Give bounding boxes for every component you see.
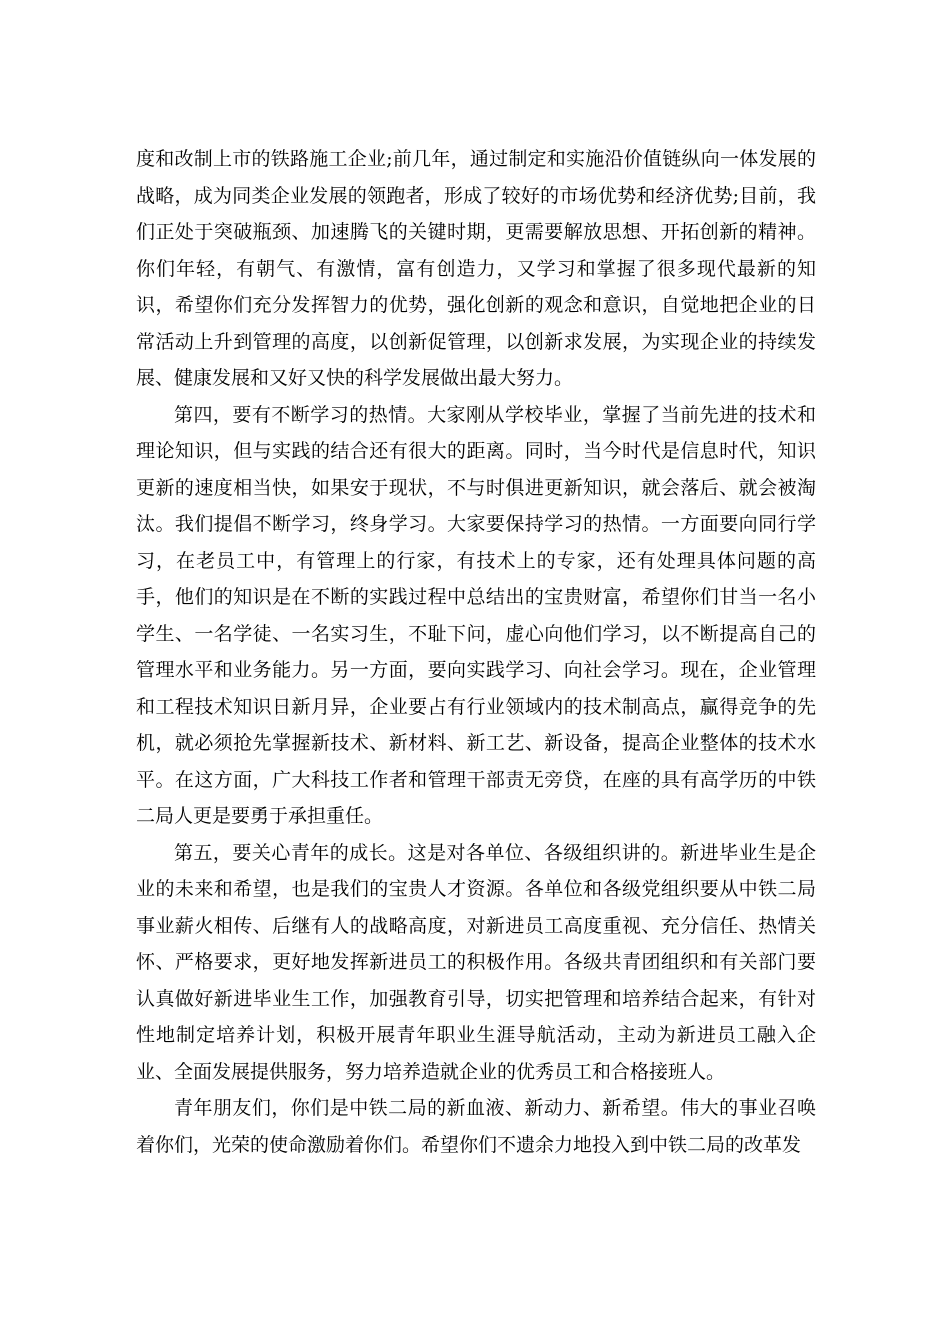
paragraph-fifth-point: 第五，要关心青年的成长。这是对各单位、各级组织讲的。新进毕业生是企业的未来和希望，也是我们的宝贵人才资源。各单位和各级党组织要从中铁二局事业薪火相传、后继有人的战略高度，对新进员工高度重视、充分信任、热情关怀、严格要求，更好地发挥新进员工的积极作用。各级共青团组织和有关部门要认真做好新进毕业生工作，加强教育引导，切实把管理和培养结合起来，有针对性地制定培养计划，积极开展青年职业生涯导航活动，主动为新进员工融入企业、全面发展提供服务，努力培养造就企业的优秀员工和合格接班人。	[136, 841, 816, 1083]
paragraph-closing: 青年朋友们，你们是中铁二局的新血液、新动力、新希望。伟大的事业召唤着你们，光荣的使命激励着你们。希望你们不遗余力地投入到中铁二局的改革发	[136, 1097, 816, 1156]
paragraph-continuation: 度和改制上市的铁路施工企业;前几年，通过制定和实施沿价值链纵向一体发展的战略，成为同类企业发展的领跑者，形成了较好的市场优势和经济优势;目前，我们正处于突破瓶颈、加速腾飞的关键时期，更需要解放思想、开拓创新的精神。你们年轻，有朝气、有激情，富有创造力，又学习和掌握了很多现代最新的知识，希望你们充分发挥智力的优势，强化创新的观念和意识，自觉地把企业的日常活动上升到管理的高度，以创新促管理，以创新求发展，为实现企业的持续发展、健康发展和又好又快的科学发展做出最大努力。	[136, 148, 816, 389]
document-body	[136, 141, 816, 1163]
paragraph-fourth-point: 第四，要有不断学习的热情。大家刚从学校毕业，掌握了当前先进的技术和理论知识，但与实践的结合还有很大的距离。同时，当今时代是信息时代，知识更新的速度相当快，如果安于现状，不与时俱进更新知识，就会落后、就会被淘汰。我们提倡不断学习，终身学习。大家要保持学习的热情。一方面要向同行学习，在老员工中，有管理上的行家，有技术上的专家，还有处理具体问题的高手，他们的知识是在不断的实践过程中总结出的宝贵财富，希望你们甘当一名小学生、一名学徒、一名实习生，不耻下问，虚心向他们学习，以不断提高自己的管理水平和业务能力。另一方面，要向实践学习、向社会学习。现在，企业管理和工程技术知识日新月异，企业要占有行业领域内的技术制高点，赢得竞争的先机，就必须抢先掌握新技术、新材料、新工艺、新设备，提高企业整体的技术水平。在这方面，广大科技工作者和管理干部责无旁贷，在座的具有高学历的中铁二局人更是要勇于承担重任。	[136, 403, 816, 827]
